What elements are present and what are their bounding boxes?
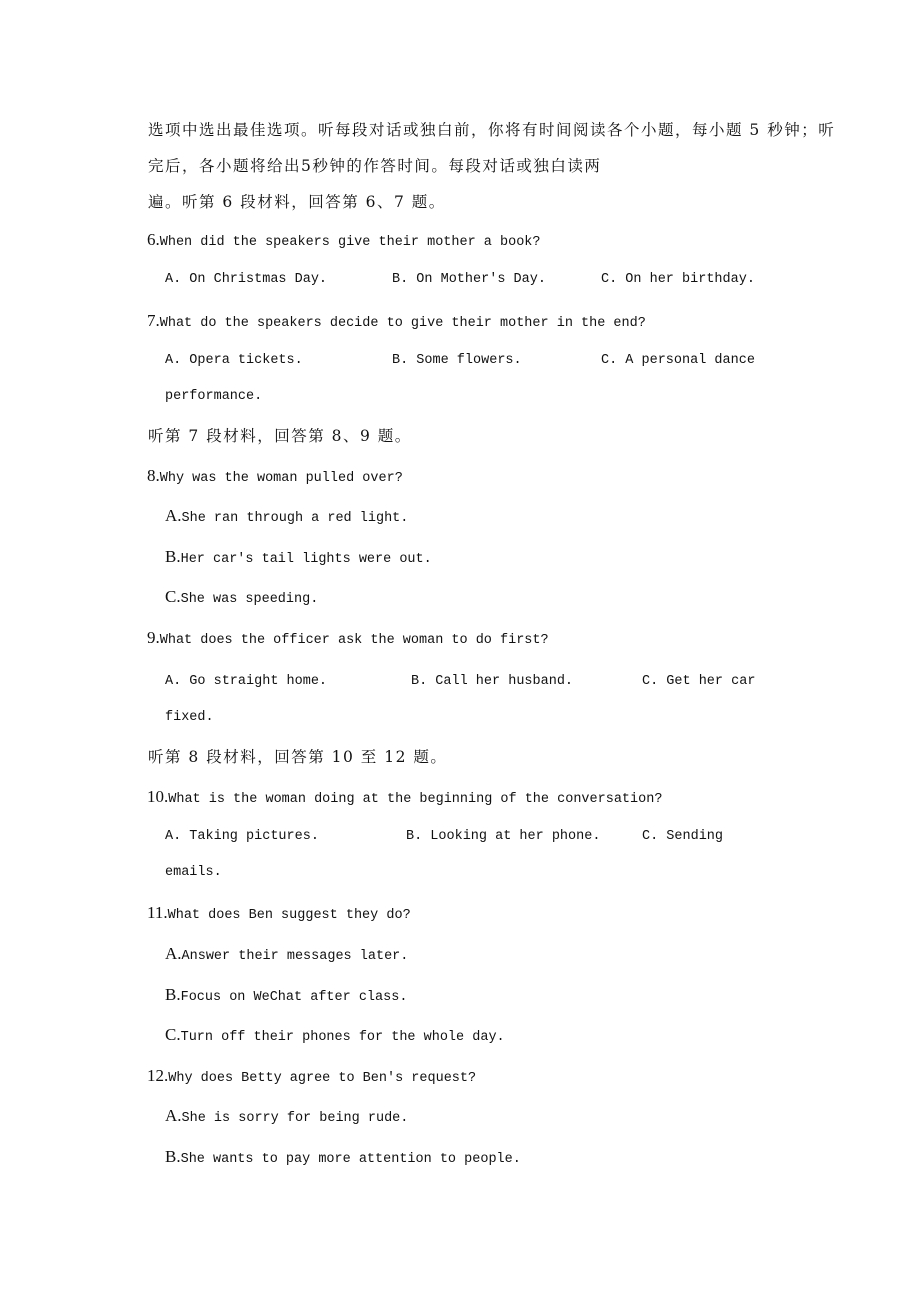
option-c: C. On her birthday. — [601, 272, 755, 287]
option-c: C.Turn off their phones for the whole day. — [165, 1025, 505, 1045]
question-12: 12.Why does Betty agree to Ben's request? — [147, 1066, 477, 1086]
option-b: B.She wants to pay more attention to people. — [165, 1147, 521, 1167]
option-b: B. Some flowers. — [392, 353, 522, 368]
option-b: B. Call her husband. — [411, 674, 574, 689]
option-b: B. Looking at her phone. — [406, 829, 601, 844]
option-c: C. Get her car — [642, 674, 756, 689]
option-c: C. A personal dance — [601, 353, 755, 368]
question-7: 7.What do the speakers decide to give their mother in the end? — [147, 311, 646, 331]
question-9: 9.What does the officer ask the woman to do first? — [147, 628, 549, 648]
option-c-wrap: emails. — [165, 865, 222, 880]
option-a: A.Answer their messages later. — [165, 944, 409, 964]
option-c-wrap: fixed. — [165, 710, 214, 725]
option-a: A. Go straight home. — [165, 674, 328, 689]
question-11: 11.What does Ben suggest they do? — [147, 903, 411, 923]
question-8: 8.Why was the woman pulled over? — [147, 466, 403, 486]
section-heading: 遍。听第 6 段材料，回答第 6、7 题。 — [148, 193, 446, 211]
option-b: B. On Mother's Day. — [392, 272, 546, 287]
option-a: A.She is sorry for being rude. — [165, 1106, 409, 1126]
question-6: 6.When did the speakers give their mother a book? — [147, 230, 541, 250]
question-10: 10.What is the woman doing at the beginning of the conversation? — [147, 787, 663, 807]
option-a: A. On Christmas Day. — [165, 272, 328, 287]
option-a: A.She ran through a red light. — [165, 506, 409, 526]
intro-line: 选项中选出最佳选项。听每段对话或独白前，你将有时间阅读各个小题，每小题 5 秒钟；听 — [148, 121, 836, 139]
option-c: C. Sending — [642, 829, 724, 844]
option-a: A. Opera tickets. — [165, 353, 303, 368]
section-heading: 听第 7 段材料，回答第 8、9 题。 — [148, 427, 412, 445]
option-a: A. Taking pictures. — [165, 829, 319, 844]
option-c: C.She was speeding. — [165, 587, 319, 607]
option-c-wrap: performance. — [165, 389, 263, 404]
section-heading: 听第 8 段材料，回答第 10 至 12 题。 — [148, 748, 448, 766]
intro-line: 完后，各小题将给出5秒钟的作答时间。每段对话或独白读两 — [148, 157, 602, 175]
option-b: B.Focus on WeChat after class. — [165, 985, 408, 1005]
option-b: B.Her car's tail lights were out. — [165, 547, 432, 567]
